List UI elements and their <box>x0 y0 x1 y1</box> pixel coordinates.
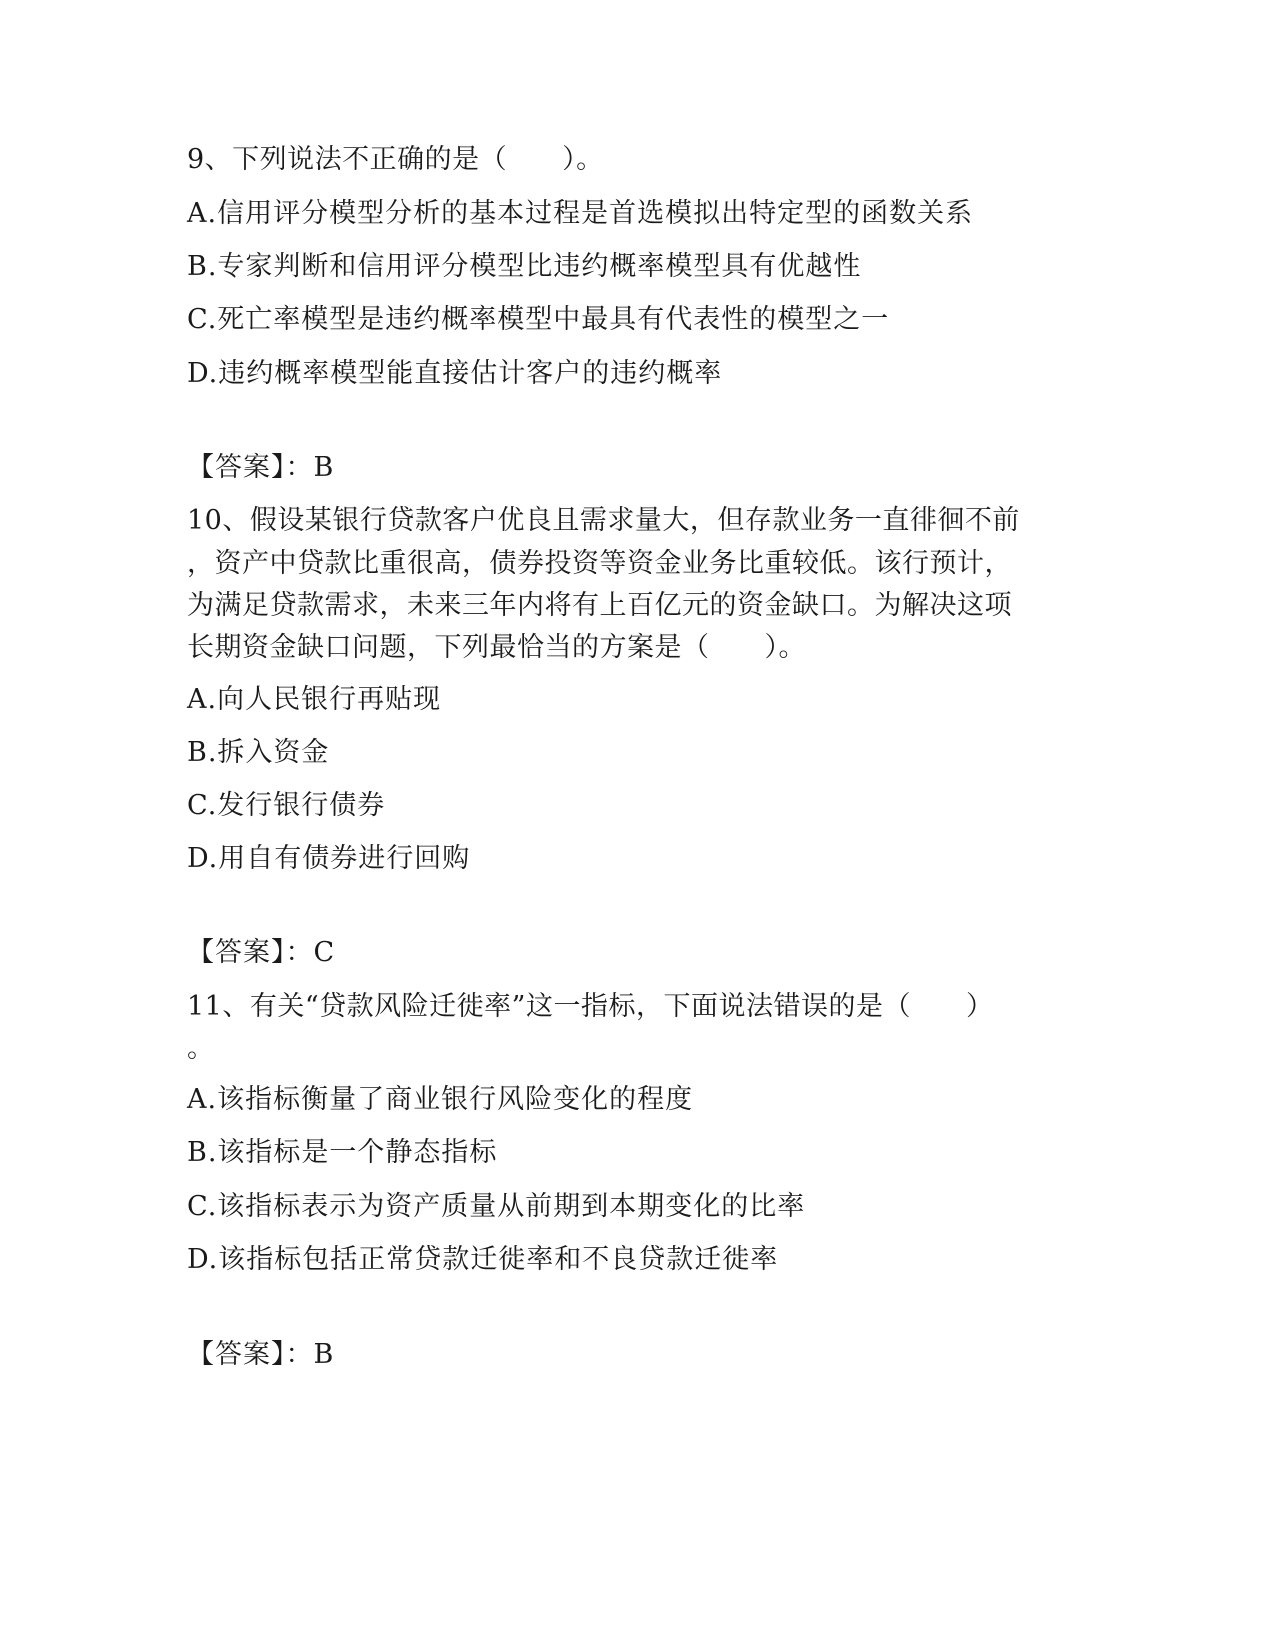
question-9-option-d: D.违约概率模型能直接估计客户的违约概率 <box>187 358 723 389</box>
question-10-option-b: B.拆入资金 <box>187 737 330 768</box>
question-11-stem-line-1: 11、有关“贷款风险迁徙率”这一指标，下面说法错误的是（ ） <box>187 991 994 1022</box>
question-11-option-b: B.该指标是一个静态指标 <box>187 1137 498 1168</box>
question-10-stem-line-1: 10、假设某银行贷款客户优良且需求量大，但存款业务一直徘徊不前 <box>187 505 1020 536</box>
question-10-stem-line-4: 长期资金缺口问题，下列最恰当的方案是（ ）。 <box>187 632 806 663</box>
question-9-option-a: A.信用评分模型分析的基本过程是首选模拟出特定型的函数关系 <box>187 198 974 229</box>
question-10-answer: 【答案】：C <box>187 937 336 968</box>
question-11-answer: 【答案】：B <box>187 1339 335 1370</box>
question-10-option-c: C.发行银行债券 <box>187 790 386 821</box>
question-9-option-b: B.专家判断和信用评分模型比违约概率模型具有优越性 <box>187 251 862 282</box>
question-10-option-d: D.用自有债券进行回购 <box>187 843 471 874</box>
question-11-option-a: A.该指标衡量了商业银行风险变化的程度 <box>187 1084 694 1115</box>
question-11-option-c: C.该指标表示为资产质量从前期到本期变化的比率 <box>187 1191 806 1222</box>
question-10-option-a: A.向人民银行再贴现 <box>187 684 442 715</box>
question-9-option-c: C.死亡率模型是违约概率模型中最具有代表性的模型之一 <box>187 304 890 335</box>
question-9-answer: 【答案】：B <box>187 452 335 483</box>
question-9-stem: 9、下列说法不正确的是（ ）。 <box>187 144 604 175</box>
question-10-stem-line-2: ，资产中贷款比重很高，债券投资等资金业务比重较低。该行预计， <box>187 548 1012 579</box>
question-11-option-d: D.该指标包括正常贷款迁徙率和不良贷款迁徙率 <box>187 1244 779 1275</box>
question-10-stem-line-3: 为满足贷款需求，未来三年内将有上百亿元的资金缺口。为解决这项 <box>187 590 1012 621</box>
question-11-stem-line-2: 。 <box>187 1033 215 1064</box>
